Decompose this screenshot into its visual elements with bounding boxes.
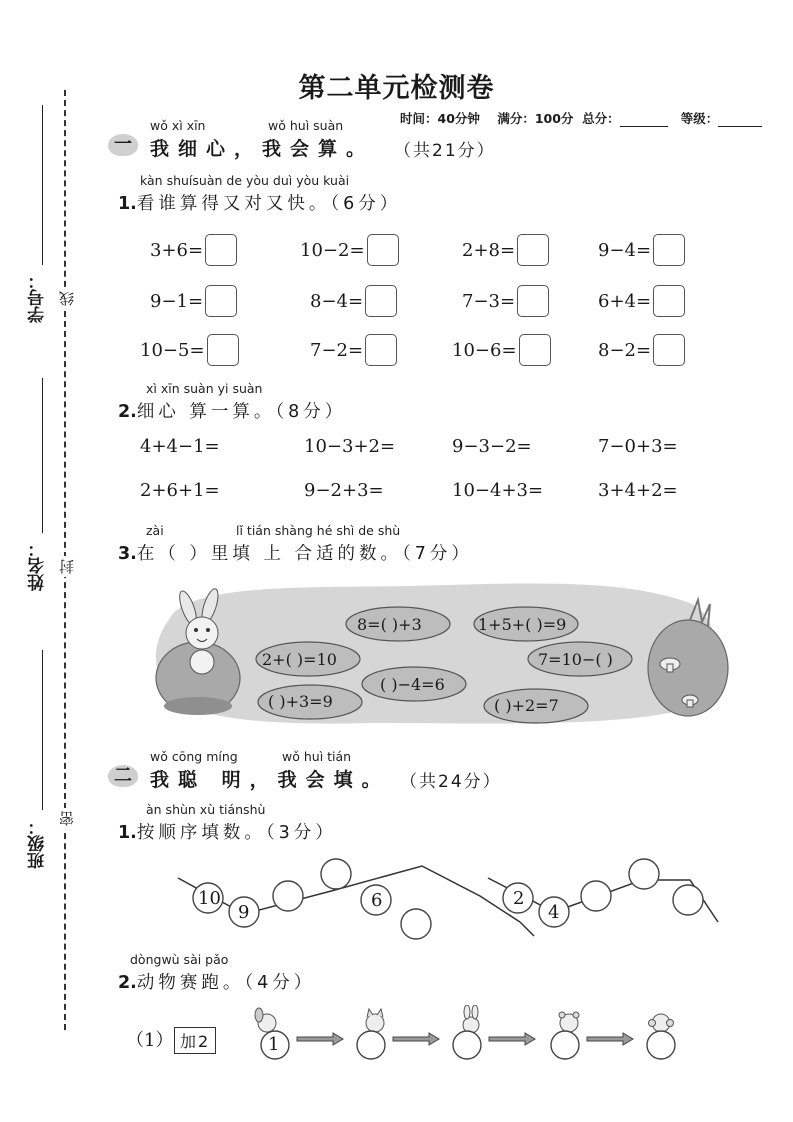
left-rock-shadow — [164, 697, 232, 715]
stone-equation[interactable]: 7=10−( ) — [538, 650, 613, 669]
q1-expression: 7−2= — [310, 339, 364, 361]
name-field[interactable] — [42, 378, 43, 533]
section2-title: 我聪 明，我会填。 — [150, 769, 390, 791]
answer-box[interactable] — [519, 334, 551, 366]
race-start-value: 1 — [268, 1034, 280, 1055]
q1-item — [452, 334, 551, 366]
q1-item — [462, 234, 549, 266]
time-limit: 时间：40分钟 — [400, 111, 480, 126]
q2-pinyin: xì xīn suàn yi suàn — [146, 381, 263, 396]
q2-expression[interactable]: 9−2+3= — [304, 480, 384, 501]
q1-item — [462, 285, 549, 317]
q2-expression[interactable]: 10−4+3= — [452, 480, 544, 501]
chain-circle[interactable] — [629, 859, 659, 889]
q5-number: 2. — [118, 973, 137, 993]
stone-equation[interactable]: ( )+2=7 — [494, 696, 559, 715]
chain2-value: 2 — [513, 888, 525, 909]
seal-mark-secret: 密 — [56, 808, 77, 829]
q4-heading — [118, 819, 337, 844]
q2-expression[interactable]: 4+4−1= — [140, 436, 220, 457]
q2-expression[interactable]: 9−3−2= — [452, 436, 532, 457]
exam-meta — [400, 109, 762, 127]
answer-box[interactable] — [365, 285, 397, 317]
q4-text: 按顺序填数。（3分） — [136, 823, 337, 843]
stone-equation[interactable]: 2+( )=10 — [262, 650, 337, 669]
q3-number: 3. — [118, 544, 137, 564]
total-score-label: 总分： — [582, 111, 620, 126]
cat-icon — [366, 1009, 384, 1032]
q3-text: 在（ ）里填 上 合适的数。（7分） — [136, 544, 473, 564]
q2-expression[interactable]: 7−0+3= — [598, 436, 678, 457]
pond-illustration — [150, 578, 730, 728]
stone-equation[interactable]: 8=( )+3 — [357, 615, 422, 634]
answer-box[interactable] — [205, 285, 237, 317]
section1-score: （共21分） — [394, 141, 496, 161]
answer-box[interactable] — [653, 334, 685, 366]
q4-number: 1. — [118, 823, 137, 843]
number-chains — [170, 850, 730, 950]
chain2-value: 4 — [548, 902, 560, 923]
q1-item — [598, 334, 685, 366]
stone-equation[interactable]: ( )+3=9 — [268, 692, 333, 711]
section1-badge: 一 — [108, 134, 138, 156]
full-score: 满分：100分 — [497, 111, 574, 126]
q1-expression: 2+8= — [462, 239, 516, 261]
student-number-label: 学号： — [28, 272, 48, 323]
section1-pinyin-a: wǒ xì xīn — [150, 118, 206, 133]
q2-number: 2. — [118, 402, 137, 422]
section1-pinyin-b: wǒ huì suàn — [268, 118, 344, 133]
q1-item — [150, 285, 237, 317]
q1-item — [300, 234, 399, 266]
section2-score: （共24分） — [400, 772, 502, 792]
race-circle[interactable] — [357, 1031, 385, 1059]
q2-expression[interactable]: 3+4+2= — [598, 480, 678, 501]
q1-heading — [118, 190, 401, 215]
name-label: 姓名： — [28, 540, 48, 591]
q1-pinyin: kàn shuísuàn de yòu duì yòu kuài — [140, 173, 350, 188]
answer-box[interactable] — [365, 334, 397, 366]
answer-box[interactable] — [653, 285, 685, 317]
section2-badge: 二 — [108, 765, 138, 787]
chain-circle[interactable] — [321, 859, 351, 889]
section1-title: 我细心，我会算。 — [150, 138, 375, 160]
bear-icon — [559, 1012, 579, 1032]
q1-expression: 9−4= — [598, 239, 652, 261]
answer-box[interactable] — [207, 334, 239, 366]
grade-label: 等级： — [680, 111, 719, 126]
page-title: 第二单元检测卷 — [298, 73, 495, 104]
q5-text: 动物赛跑。（4分） — [136, 973, 316, 993]
seal-mark-line: 线 — [56, 288, 77, 309]
q1-number: 1. — [118, 194, 137, 214]
answer-box[interactable] — [205, 234, 237, 266]
stone-equation[interactable]: ( )−4=6 — [380, 675, 445, 694]
q1-expression: 7−3= — [462, 290, 516, 312]
answer-box[interactable] — [653, 234, 685, 266]
race-circle[interactable] — [551, 1031, 579, 1059]
chain-circle[interactable] — [273, 881, 303, 911]
q1-item — [310, 334, 397, 366]
q5-heading — [118, 969, 315, 994]
chain-circle[interactable] — [581, 881, 611, 911]
race-circle[interactable] — [453, 1031, 481, 1059]
grade-field[interactable] — [718, 126, 762, 127]
q1-expression: 3+6= — [150, 239, 204, 261]
answer-box[interactable] — [367, 234, 399, 266]
q2-heading — [118, 398, 346, 423]
chain1-value: 9 — [238, 902, 250, 923]
q1-item — [310, 285, 397, 317]
q1-expression: 10−6= — [452, 339, 517, 361]
q1-item — [598, 234, 685, 266]
class-label: 班级： — [28, 818, 48, 869]
answer-box[interactable] — [517, 285, 549, 317]
q1-expression: 10−5= — [140, 339, 205, 361]
chain1-value: 10 — [198, 888, 221, 909]
q2-expression[interactable]: 10−3+2= — [304, 436, 396, 457]
race-circle[interactable] — [647, 1031, 675, 1059]
q1-expression: 10−2= — [300, 239, 365, 261]
seal-mark-seal: 封 — [56, 556, 77, 577]
q1-expression: 8−4= — [310, 290, 364, 312]
student-number-field[interactable] — [42, 105, 43, 265]
class-field[interactable] — [42, 650, 43, 810]
section2-pinyin-a: wǒ cōng míng — [150, 749, 238, 764]
rule-box: 加2 — [174, 1027, 216, 1054]
q1-text: 看谁算得又对又快。（6分） — [136, 194, 402, 214]
chain-circle[interactable] — [673, 885, 703, 915]
monkey-icon — [649, 1014, 674, 1032]
q1-expression: 9−1= — [150, 290, 204, 312]
total-score-field[interactable] — [620, 126, 668, 127]
q5-pinyin: dòngwù sài pǎo — [130, 952, 229, 967]
q2-expression[interactable]: 2+6+1= — [140, 480, 220, 501]
q3-pinyin-b: lǐ tián shàng hé shì de shù — [236, 523, 401, 538]
chain1-value: 6 — [371, 890, 383, 911]
q1-item — [150, 234, 237, 266]
pond-water — [156, 583, 716, 723]
q1-item — [140, 334, 239, 366]
q5-part-label: （1） — [126, 1030, 174, 1051]
q3-heading — [118, 540, 473, 565]
q1-expression: 6+4= — [598, 290, 652, 312]
stone-equation[interactable]: 1+5+( )=9 — [478, 615, 567, 634]
q3-pinyin-a: zài — [146, 523, 164, 538]
section2-pinyin-b: wǒ huì tián — [282, 749, 352, 764]
answer-box[interactable] — [517, 234, 549, 266]
rabbit-icon — [463, 1005, 479, 1033]
chain-circle[interactable] — [401, 909, 431, 939]
q2-text: 细心 算一算。（8分） — [136, 402, 347, 422]
animal-race — [225, 1005, 695, 1065]
q1-expression: 8−2= — [598, 339, 652, 361]
q1-item — [598, 285, 685, 317]
dog-icon — [255, 1008, 276, 1032]
q4-pinyin: àn shùn xù tiánshù — [146, 802, 266, 817]
